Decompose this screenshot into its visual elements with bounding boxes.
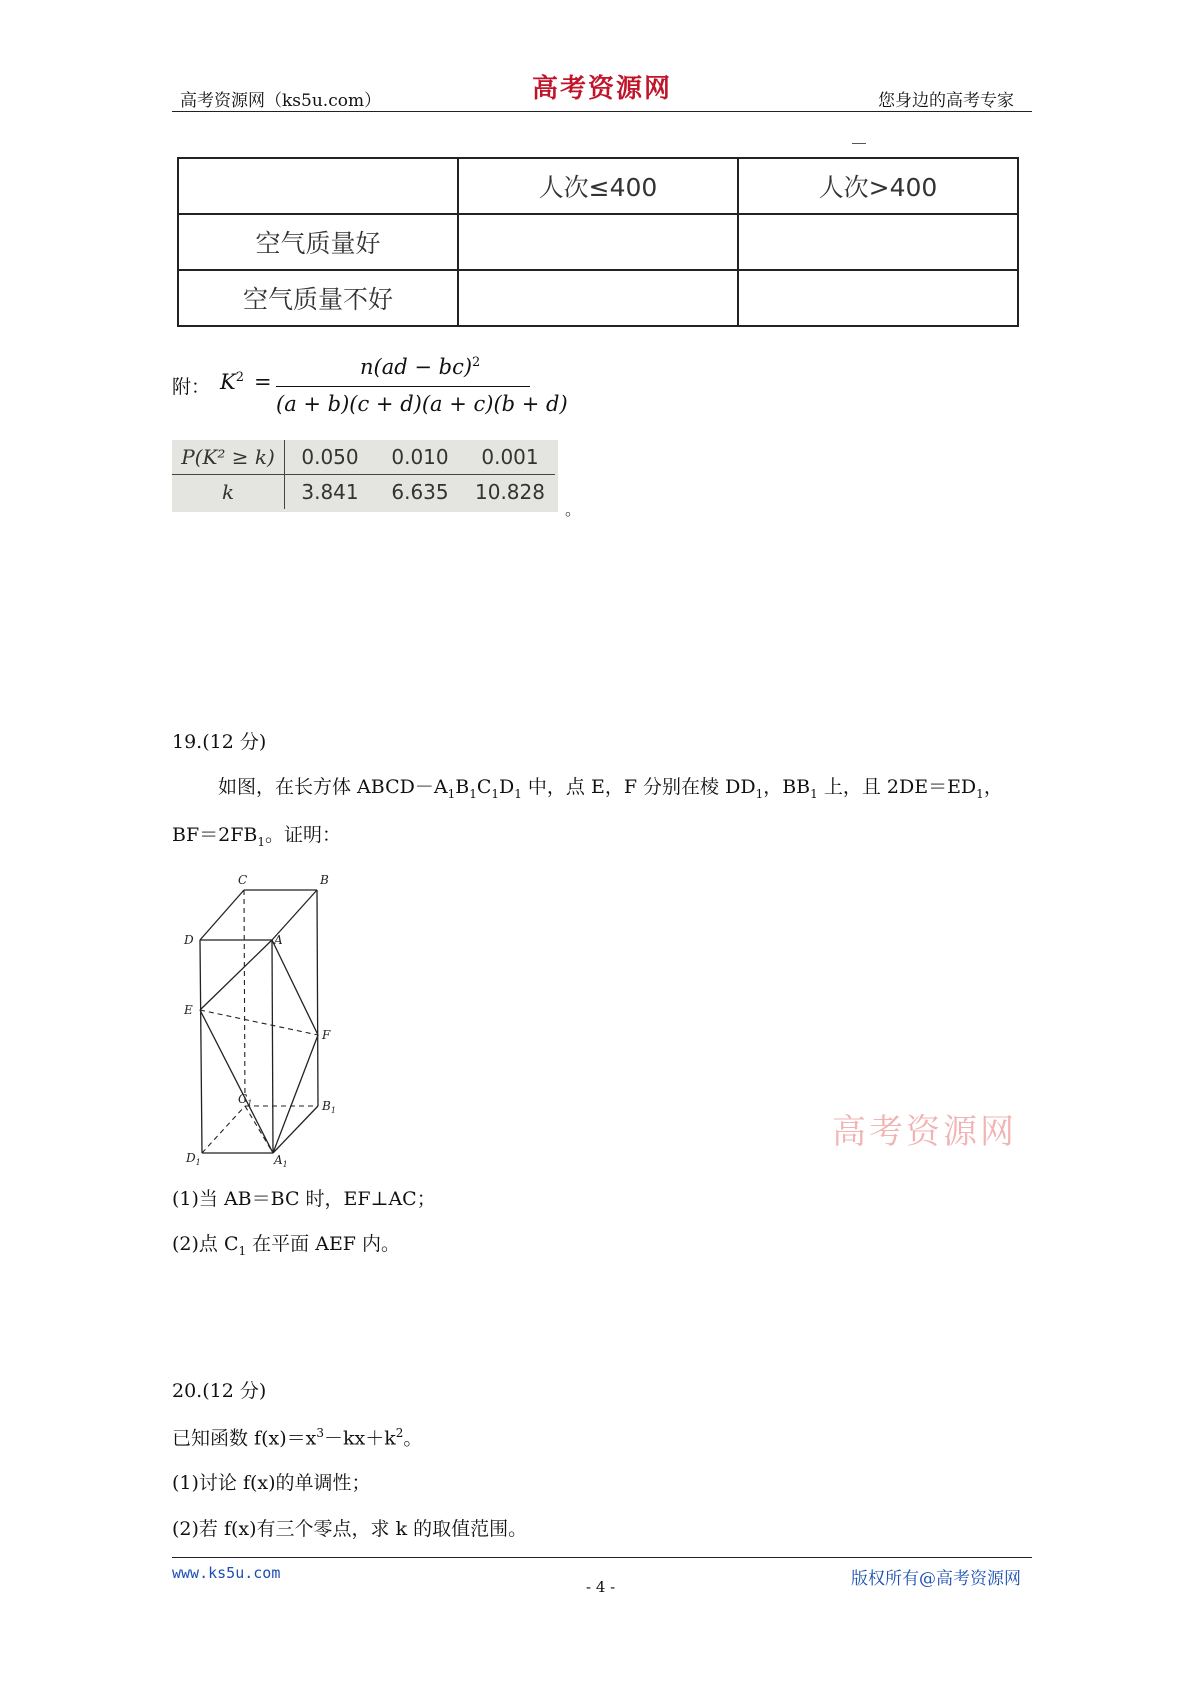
edge-AF: [272, 940, 318, 1035]
label-A1: $A_1$: [274, 1153, 288, 1168]
formula-equals: =: [254, 370, 272, 394]
row-label: 空气质量好: [178, 214, 458, 270]
row-label: 空气质量不好: [178, 270, 458, 326]
label-C1: $C_1$: [238, 1092, 253, 1108]
table-row: [178, 214, 1018, 270]
hidden-edge-D1C1: [202, 1106, 245, 1153]
q19-part2: (2)点 $C_1$ 在平面 AEF 内。: [172, 1233, 401, 1258]
footer-url-link[interactable]: www.ks5u.com: [172, 1564, 281, 1582]
p-table: [172, 440, 555, 509]
header-divider: [172, 111, 1032, 112]
table-row: [172, 440, 555, 475]
label-B: B: [320, 873, 329, 887]
formula-prefix: 附：: [172, 376, 211, 398]
label-D1: $D_1$: [186, 1151, 201, 1167]
q20-part2: (2)若 f(x)有三个零点，求 k 的取值范围。: [172, 1518, 528, 1540]
label-A: A: [274, 933, 283, 947]
hidden-edge-EF: [200, 1010, 318, 1035]
table-row: [172, 475, 555, 510]
contingency-table: [177, 157, 1019, 327]
edge-DC: [200, 890, 244, 940]
formula-lhs: $K^2$: [220, 370, 244, 394]
q19-body-line1: 如图，在长方体 $ABCD-A_1B_1C_1D_1$ 中，点 E，F 分别在棱 $DD_1$，$BB_1$ 上，且 $2DE=ED_1$，: [218, 776, 1003, 801]
footer-copyright: 版权所有@高考资源网: [851, 1569, 1021, 1589]
watermark: 高考资源网: [832, 1112, 1017, 1152]
table-header-cell: 人次>400: [738, 158, 1018, 214]
label-C: C: [238, 873, 248, 887]
header-slogan: 您身边的高考专家: [878, 91, 1014, 111]
p-table-value: 0.001: [465, 440, 555, 475]
edge-A1B1: [273, 1106, 318, 1153]
label-D: D: [184, 933, 194, 947]
footer-divider: [172, 1557, 1032, 1558]
edge-DD1: [200, 940, 202, 1153]
q20-part1: (1)讨论 f(x)的单调性；: [172, 1472, 371, 1494]
table-cell: [458, 214, 738, 270]
table-row: [178, 158, 1018, 214]
table-row: [178, 270, 1018, 326]
table-cell: [738, 270, 1018, 326]
edge-FA1: [273, 1035, 318, 1153]
q19-title: 19.(12 分): [172, 731, 267, 753]
q20-title: 20.(12 分): [172, 1380, 267, 1402]
table-cell: [738, 214, 1018, 270]
fraction-bar: [276, 386, 530, 387]
k-table-value: 10.828: [475, 480, 545, 504]
q19-part1: (1)当 AB＝BC 时，EF⊥AC；: [172, 1188, 436, 1210]
header-site: 高考资源网（ks5u.com）: [180, 91, 382, 111]
p-table-value: 0.050: [285, 440, 376, 475]
formula-denominator: (a + b)(c + d)(a + c)(b + d): [276, 392, 568, 416]
table-cell: [458, 270, 738, 326]
page-number: - 4 -: [586, 1578, 616, 1596]
p-table-row-label: P(K² ≥ k): [172, 440, 285, 475]
label-B1: $B_1$: [322, 1099, 336, 1115]
hidden-edge-C1A1: [245, 1106, 273, 1153]
prism-figure: [180, 868, 360, 1168]
table-header-cell: 人次≤400: [458, 158, 738, 214]
header-logo: 高考资源网: [532, 74, 673, 104]
edge-BB1: [317, 890, 318, 1106]
edge-EA: [200, 940, 272, 1010]
edge-AA1: [272, 940, 273, 1153]
label-E: E: [184, 1003, 193, 1017]
k-table-value: 6.635: [391, 480, 449, 504]
table-end-mark: 。: [565, 500, 582, 519]
q19-body-line2: $BF=2FB_1$。证明：: [172, 824, 342, 849]
label-F: F: [322, 1028, 331, 1042]
hidden-edge-CC1: [244, 890, 245, 1106]
formula-numerator: n(ad − bc)$^2$: [360, 355, 481, 379]
k-table-row-label: k: [172, 475, 285, 510]
table-cell: [178, 158, 458, 214]
p-table-value: 0.010: [375, 440, 465, 475]
edge-EA1: [200, 1010, 273, 1153]
k-table-value: 3.841: [301, 480, 359, 504]
q20-body: 已知函数 $f(x)=x^3-kx+k^2$。: [172, 1426, 423, 1450]
small-mark: [852, 143, 866, 144]
